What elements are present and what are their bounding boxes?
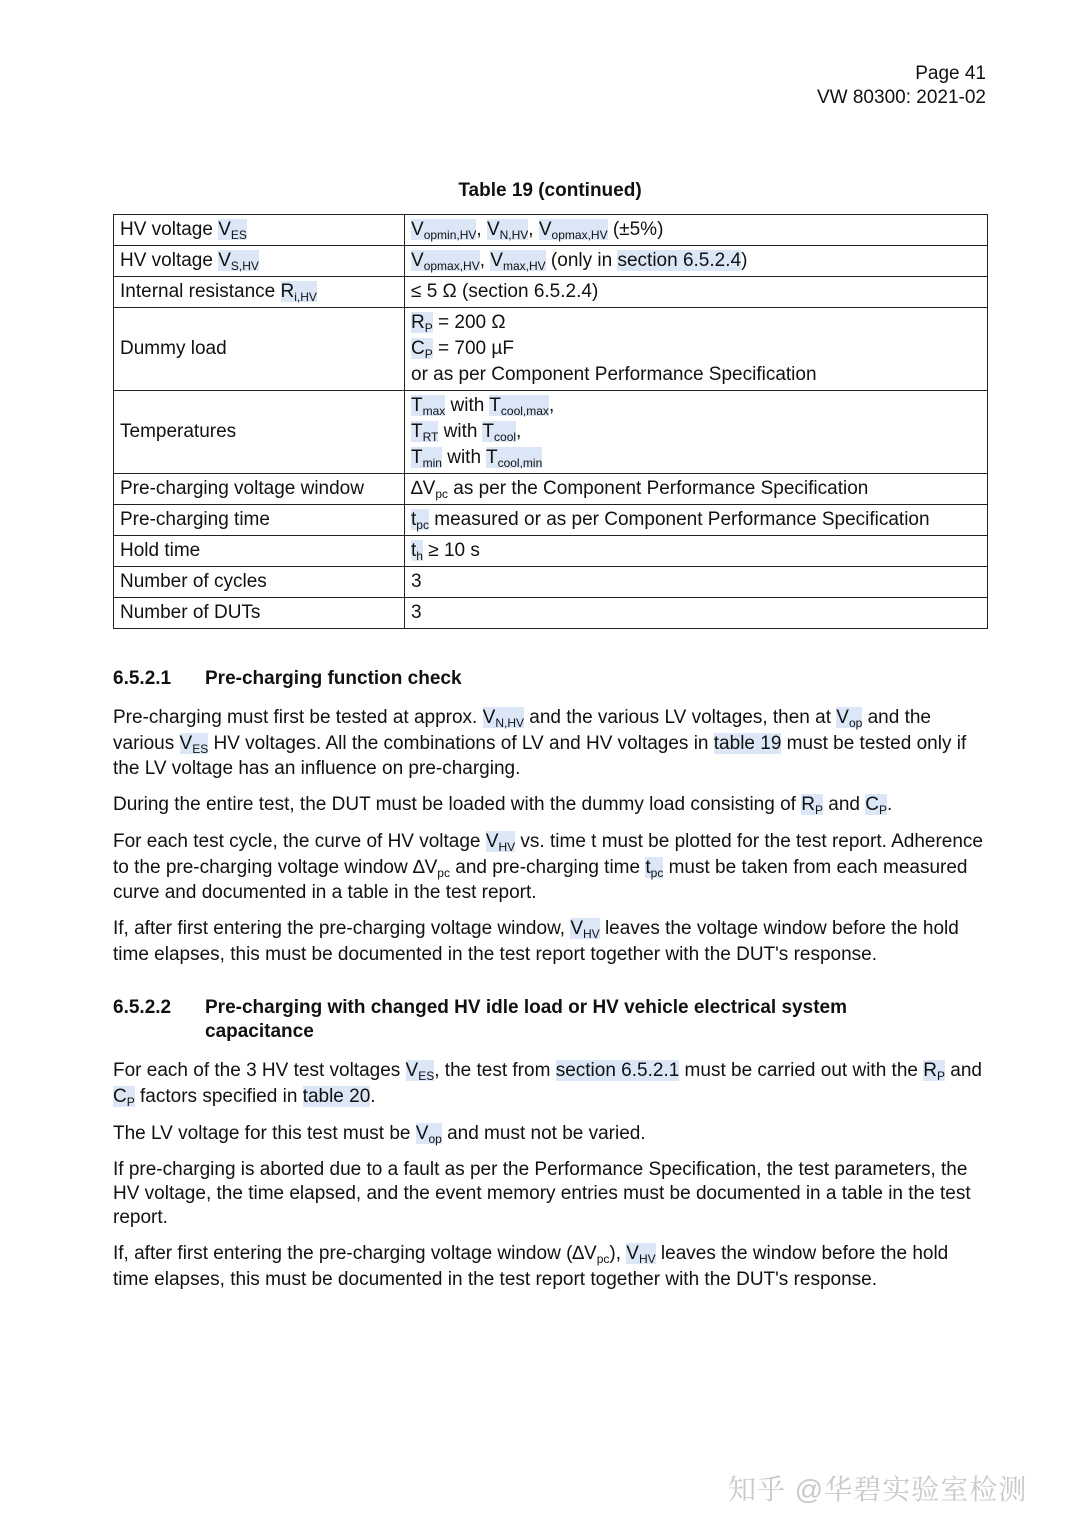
table-cell-value: 3 xyxy=(405,598,988,629)
table-cell-value: $V_{opmin,HV}$, $V_{N,HV}$, $V_{opmax,HV}$ (±5%) xyxy=(405,215,988,246)
paragraph: If pre-charging is aborted due to a fault as per the Performance Specification, the test parameters, the HV voltage, the time elapsed, and the event memory entries must be documented in a table in the test report. xyxy=(113,1159,971,1228)
table-cell-value: $t_h \ge 10$ s xyxy=(405,536,988,567)
table-cell-value: $t_{pc}$ measured or as per Component Performance Specification xyxy=(405,505,988,536)
section-number: 6.5.2.2 xyxy=(113,997,172,1018)
table-cell-value: 3 xyxy=(405,567,988,598)
table-cell-label: Number of cycles xyxy=(114,567,405,598)
table-row xyxy=(114,536,988,567)
table-cell-value: ≤ 5 Ω (section 6.5.2.4) xyxy=(405,277,988,308)
table-row xyxy=(114,391,988,474)
paragraph: Pre-charging must first be tested at approx. $V_{N,HV}$ and the various LV voltages, then at $V_{op}$ and the various $V_{ES}$ HV voltages. All the combinations of LV and HV voltages in table 19 must be tested only if the LV voltage has an influence on pre-charging. xyxy=(113,707,967,779)
section-heading xyxy=(113,996,925,1044)
paragraph: For each of the 3 HV test voltages $V_{ES}$, the test from section 6.5.2.1 must be carried out with the $R_P$ and $C_P$ factors specified in table 20. xyxy=(113,1060,982,1109)
table-cell-label: Pre-charging time xyxy=(114,505,405,536)
table-row xyxy=(114,277,988,308)
table-cell-label: Temperatures xyxy=(114,391,405,474)
table-cell-value: $R_P = 200$ Ω $C_P = 700$ µF or as per Component Performance Specification xyxy=(405,308,988,391)
table-cell-value: $T_{max}$ with $T_{cool,max}$, $T_{RT}$ with $T_{cool}$, $T_{min}$ with $T_{cool,min}$ xyxy=(405,391,988,474)
table-cell-label: Pre-charging voltage window xyxy=(114,474,405,505)
paragraph: The LV voltage for this test must be $V_{op}$ and must not be varied. xyxy=(113,1123,646,1146)
table-row xyxy=(114,598,988,629)
page-number: Page 41 xyxy=(915,63,986,84)
section-heading xyxy=(113,667,925,691)
section-title: Pre-charging with changed HV idle load or HV vehicle electrical system capacitance xyxy=(205,997,847,1042)
table-cell-label: Hold time xyxy=(114,536,405,567)
table-cell-value: $V_{opmax,HV}$, $V_{max,HV}$ (only in section 6.5.2.4) xyxy=(405,246,988,277)
paragraph: During the entire test, the DUT must be loaded with the dummy load consisting of $R_P$ and $C_P$. xyxy=(113,794,893,817)
table-link[interactable]: table 20 xyxy=(302,1085,371,1107)
table-cell-label: HV voltage $V_{ES}$ xyxy=(114,215,405,246)
section-link[interactable]: section 6.5.2.4 xyxy=(617,250,742,271)
table-cell-label: HV voltage $V_{S,HV}$ xyxy=(114,246,405,277)
table-row xyxy=(114,308,988,391)
paragraph: If, after first entering the pre-charging voltage window $(\Delta V_{pc})$, $V_{HV}$ leaves the window before the hold time elapses, this must be documented in the test report together with the DUT's response. xyxy=(113,1243,949,1290)
table-caption: Table 19 (continued) xyxy=(458,180,642,201)
table-row xyxy=(114,246,988,277)
section-title: Pre-charging function check xyxy=(205,668,462,689)
document-id: VW 80300: 2021-02 xyxy=(816,87,986,108)
page-header xyxy=(817,62,986,110)
paragraph: For each test cycle, the curve of HV voltage $V_{HV}$ vs. time t must be plotted for the test report. Adherence to the pre-charging voltage window $\Delta V_{pc}$ and pre-charging time $t_{pc}$ must be taken from each measured curve and documented in a table in the test report. xyxy=(113,831,984,903)
table-link[interactable]: table 19 xyxy=(713,732,782,754)
section-number: 6.5.2.1 xyxy=(113,668,172,689)
watermark: 知乎 @华碧实验室检测 xyxy=(728,1474,1028,1505)
section-link[interactable]: section 6.5.2.1 xyxy=(555,1060,680,1081)
table-cell-value: $\Delta V_{pc}$ as per the Component Performance Specification xyxy=(405,474,988,505)
table-row xyxy=(114,215,988,246)
parameters-table xyxy=(113,214,988,629)
table-row xyxy=(114,567,988,598)
paragraph: If, after first entering the pre-charging voltage window, $V_{HV}$ leaves the voltage window before the hold time elapses, this must be documented in the test report together with the DUT's response. xyxy=(113,918,959,965)
table-cell-label: Number of DUTs xyxy=(114,598,405,629)
table-row xyxy=(114,474,988,505)
table-row xyxy=(114,505,988,536)
table-cell-label: Internal resistance $R_{i,HV}$ xyxy=(114,277,405,308)
table-cell-label: Dummy load xyxy=(114,308,405,391)
